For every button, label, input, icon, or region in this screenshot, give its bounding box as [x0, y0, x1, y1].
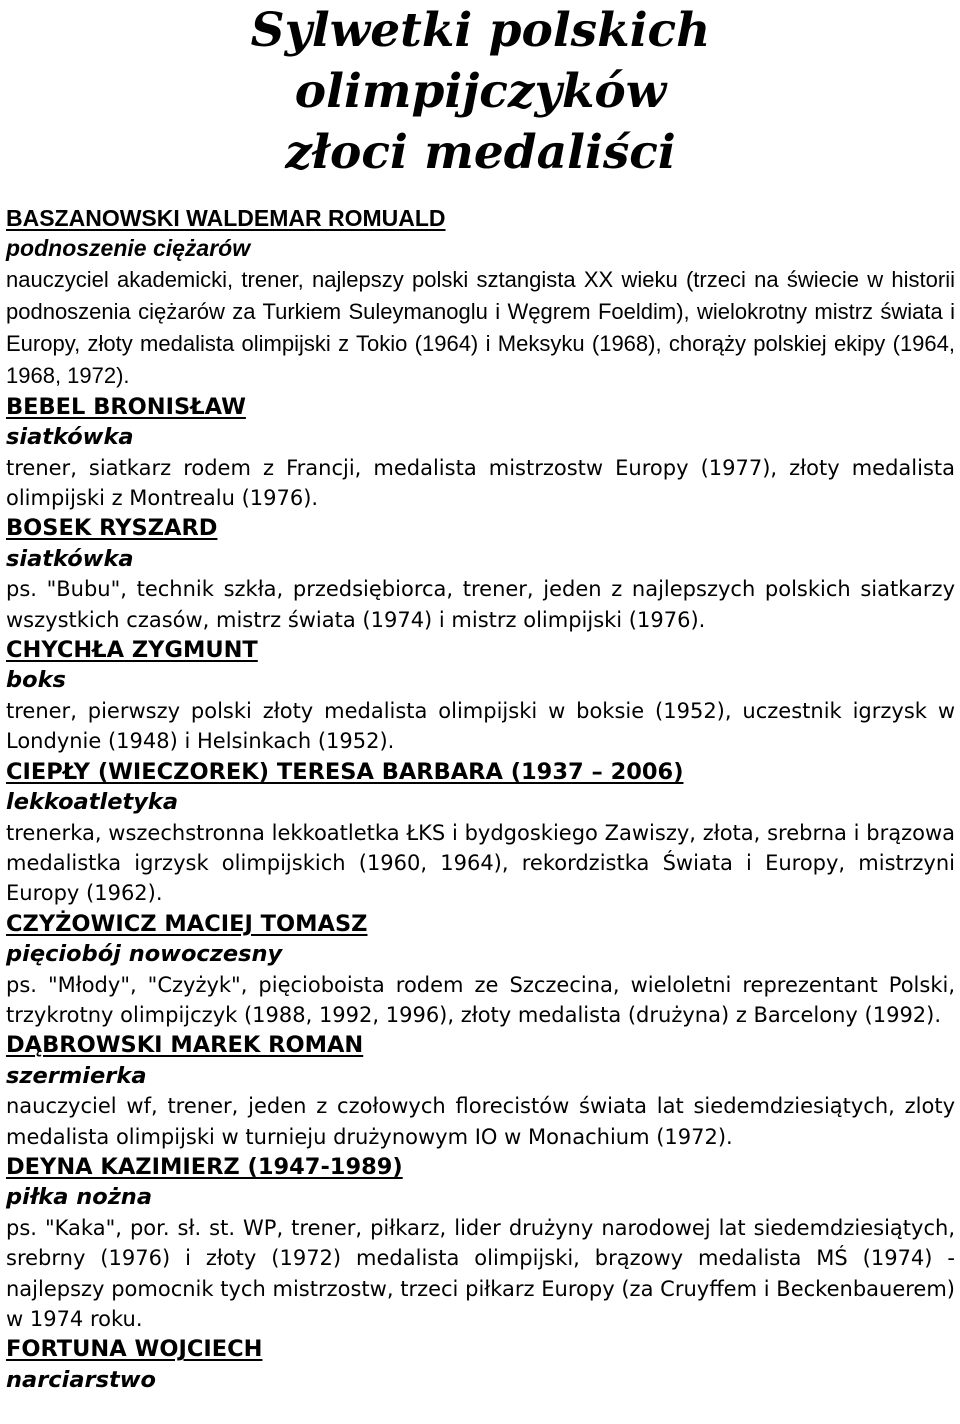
athlete-name: CZYŻOWICZ MACIEJ TOMASZ	[6, 910, 368, 937]
document-page	[6, 0, 955, 1395]
athlete-name: FORTUNA WOJCIECH	[6, 1336, 263, 1363]
athlete-description: ps. "Kaka", por. sł. st. WP, trener, piłkarz, lider drużyny narodowej lat siedemdziesiątych, srebrny (1976) i złoty (1972) medalista olimpijski, brązowy medalista MŚ (1974) - najlepszy pomocnik tych mistrzostw, trzeci piłkarz Europy (za Cruyffem i Beckenbauerem) w 1974 roku.	[6, 1215, 955, 1331]
athlete-name: CHYCHŁA ZYGMUNT	[6, 637, 258, 664]
athlete-name: BEBEL BRONISŁAW	[6, 393, 246, 420]
athlete-discipline: narciarstwo	[6, 1366, 157, 1393]
athlete-entry	[6, 635, 955, 757]
athlete-description: nauczyciel akademicki, trener, najlepszy polski sztangista XX wieku (trzeci na świecie w historii podnoszenia ciężarów za Turkiem Suleymanoglu i Węgrem Foeldim), wielokrotny mistrz świata i Europy, złoty medalista olimpijski z Tokio (1964) i Meksyku (1968), chorąży polskiej ekipy (1964, 1968, 1972).	[6, 266, 955, 388]
athlete-name: DĄBROWSKI MAREK ROMAN	[6, 1032, 364, 1059]
document-title	[6, 0, 955, 183]
athlete-entry	[6, 1334, 955, 1395]
athlete-discipline: szermierka	[6, 1062, 147, 1089]
athlete-discipline: siatkówka	[6, 424, 134, 451]
athlete-discipline: podnoszenie ciężarów	[6, 235, 251, 262]
athlete-entry	[6, 392, 955, 514]
athlete-list	[6, 203, 955, 1395]
athlete-description: ps. "Bubu", technik szkła, przedsiębiorca, trener, jeden z najlepszych polskich siatkarzy wszystkich czasów, mistrz świata (1974) i mistrz olimpijski (1976).	[6, 577, 955, 632]
title-line: złoci medaliści	[285, 125, 676, 180]
athlete-name: BOSEK RYSZARD	[6, 515, 218, 542]
title-line: olimpijczyków	[294, 64, 667, 119]
title-line: Sylwetki polskich	[250, 3, 711, 58]
athlete-description: nauczyciel wf, trener, jeden z czołowych florecistów świata lat siedemdziesiątych, zloty medalista olimpijski w turnieju drużynowym IO w Monachium (1972).	[6, 1094, 955, 1149]
athlete-discipline: siatkówka	[6, 545, 134, 572]
athlete-discipline: pięciobój nowoczesny	[6, 941, 283, 968]
athlete-name: DEYNA KAZIMIERZ (1947-1989)	[6, 1153, 403, 1180]
athlete-name: CIEPŁY (WIECZOREK) TERESA BARBARA (1937 – 2006)	[6, 758, 684, 785]
athlete-description: trener, pierwszy polski złoty medalista olimpijski w boksie (1952), uczestnik igrzysk w Londynie (1948) i Helsinkach (1952).	[6, 698, 955, 754]
athlete-entry	[6, 513, 955, 635]
athlete-entry	[6, 909, 955, 1031]
athlete-description: trenerka, wszechstronna lekkoatletka ŁKS i bydgoskiego Zawiszy, złota, srebrna i brązowa medalistka igrzysk olimpijskich (1960, 1964), rekordzistka Świata i Europy, mistrzyni Europy (1962).	[6, 820, 955, 906]
athlete-description: trener, siatkarz rodem z Francji, medalista mistrzostw Europy (1977), złoty medalista olimpijski z Montrealu (1976).	[6, 455, 955, 511]
athlete-description: ps. "Młody", "Czyżyk", pięcioboista rodem ze Szczecina, wieloletni reprezentant Polski, trzykrotny olimpijczyk (1988, 1992, 1996), złoty medalista (drużyna) z Barcelony (1992).	[6, 972, 955, 1027]
athlete-entry	[6, 203, 955, 392]
athlete-name: BASZANOWSKI WALDEMAR ROMUALD	[6, 205, 446, 231]
athlete-entry	[6, 1152, 955, 1334]
athlete-discipline: piłka nożna	[6, 1184, 153, 1211]
athlete-discipline: boks	[6, 667, 66, 694]
athlete-entry	[6, 757, 955, 909]
athlete-discipline: lekkoatletyka	[6, 789, 179, 816]
athlete-entry	[6, 1030, 955, 1152]
